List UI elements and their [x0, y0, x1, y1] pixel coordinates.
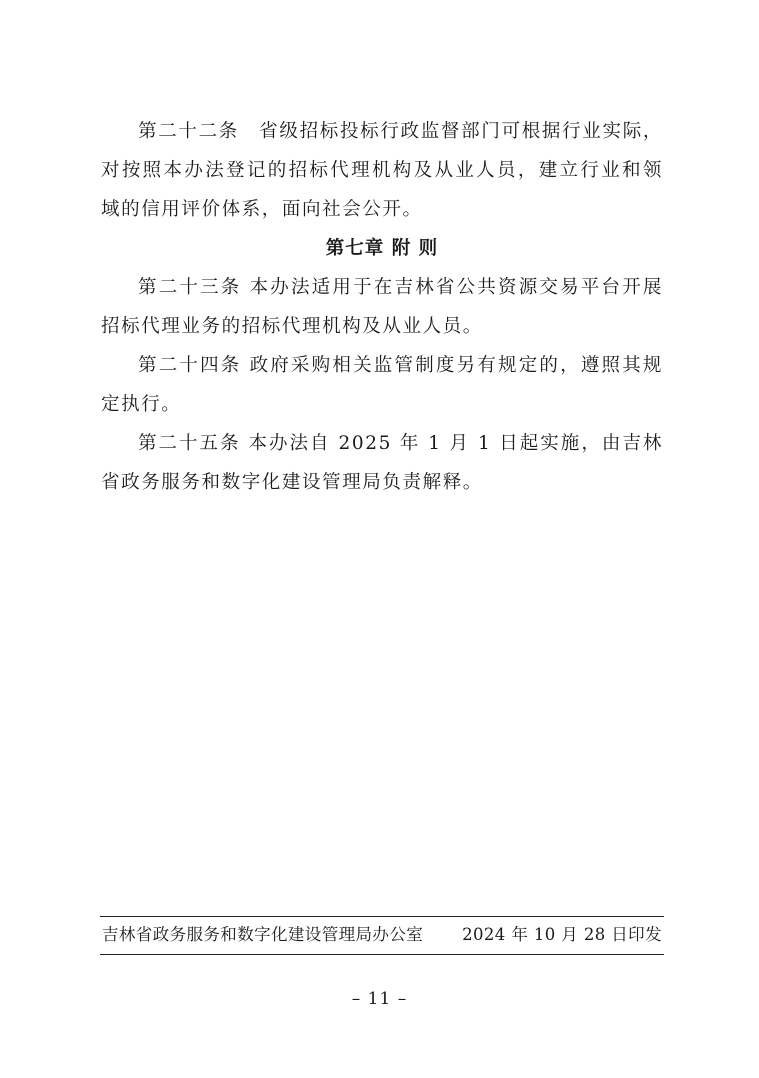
article-22-paragraph: 第二十二条 省级招标投标行政监督部门可根据行业实际，对按照本办法登记的招标代理机构及从业人员，建立行业和领域的信用评价体系，面向社会公开。 [101, 121, 663, 220]
article-23-paragraph: 第二十三条 本办法适用于在吉林省公共资源交易平台开展招标代理业务的招标代理机构及从业人员。 [101, 277, 663, 337]
document-body [101, 112, 663, 502]
article-24-paragraph: 第二十四条 政府采购相关监管制度另有规定的，遵照其规定执行。 [101, 355, 663, 415]
page-number: – 11 – [351, 989, 408, 1009]
footer-top-rule [100, 916, 664, 917]
footer-bottom-rule [100, 954, 664, 955]
article-25-paragraph: 第二十五条 本办法自 2025 年 1 月 1 日起实施，由吉林省政务服务和数字化建设管理局负责解释。 [101, 433, 663, 493]
issue-date: 2024 年 10 月 28 日印发 [462, 925, 662, 944]
chapter-heading: 第七章 附 则 [325, 238, 439, 259]
issuance-footer [100, 918, 664, 952]
issuing-office: 吉林省政务服务和数字化建设管理局办公室 [102, 925, 424, 944]
